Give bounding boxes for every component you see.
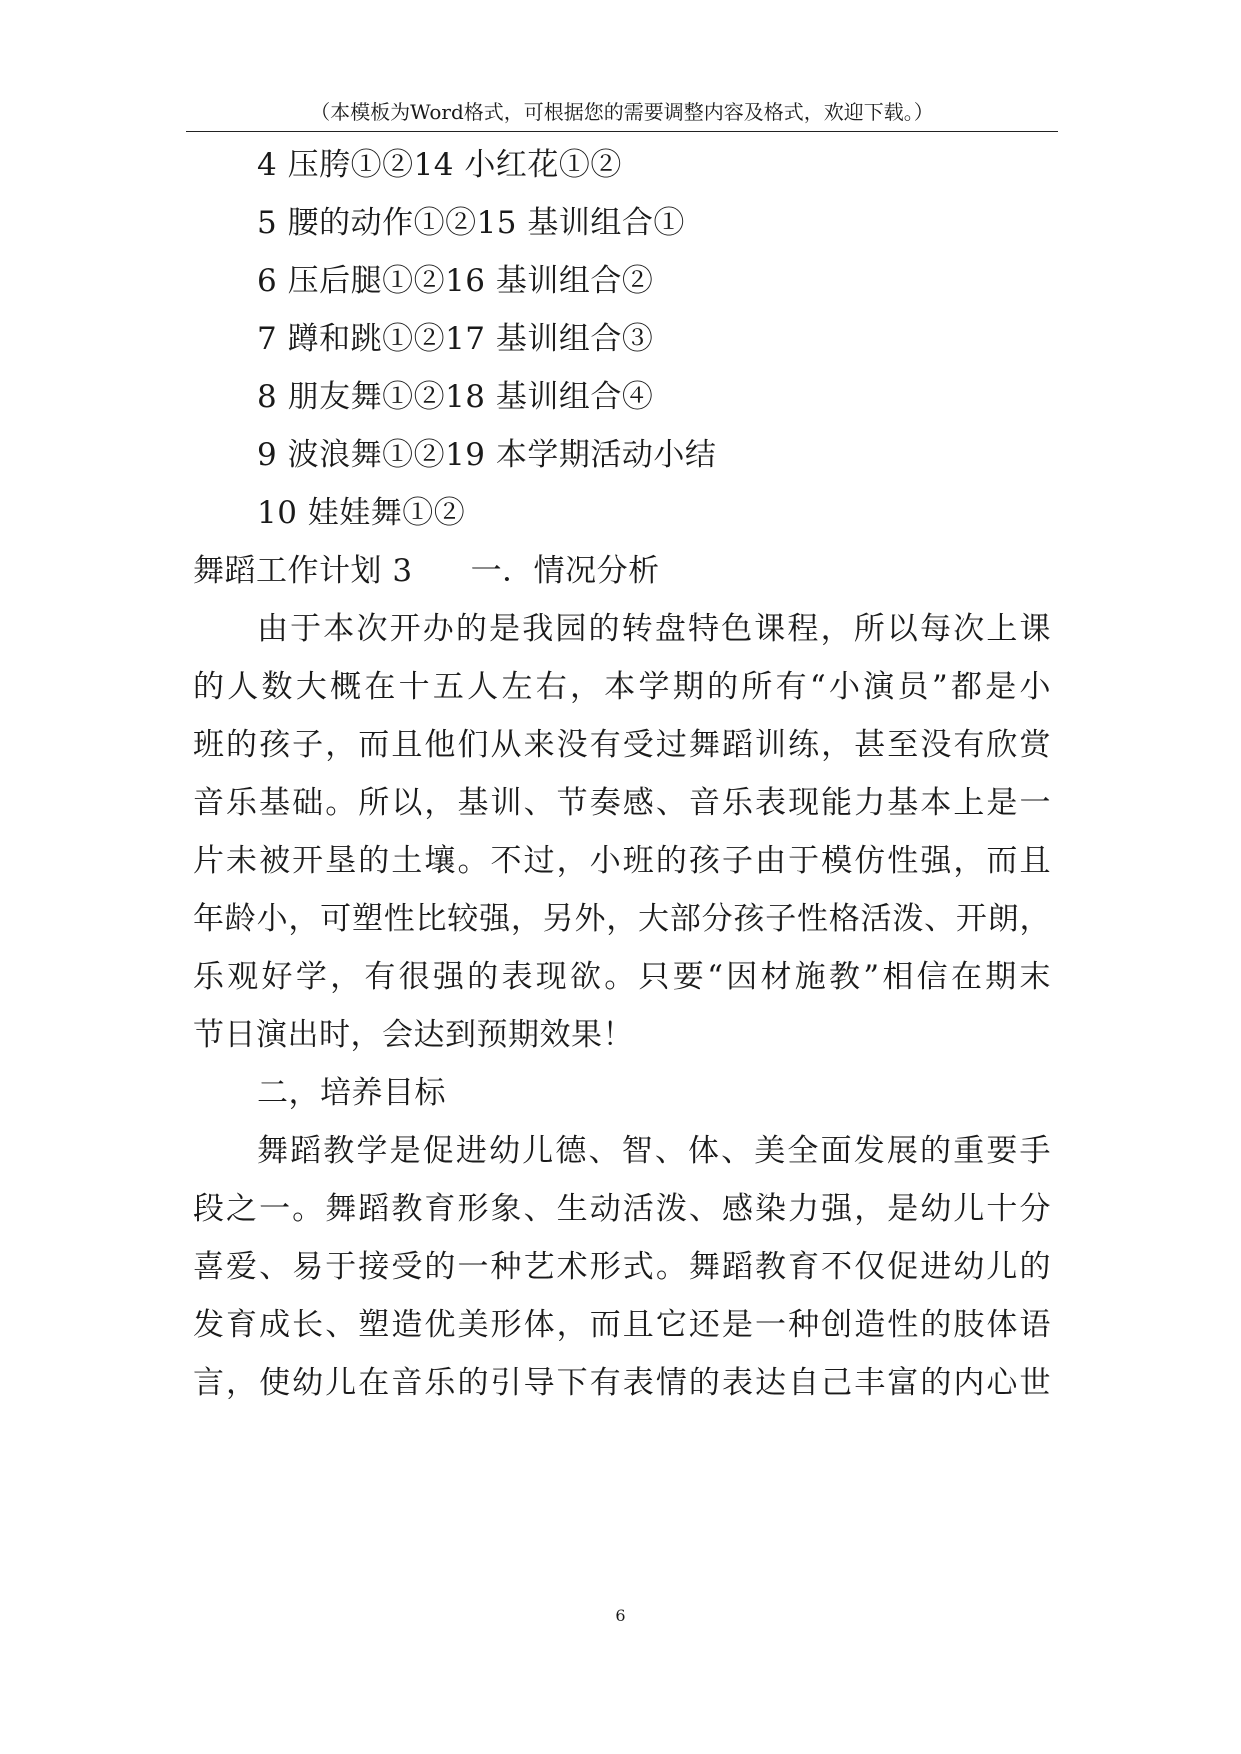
paragraph-line: 音乐基础。所以，基训、节奏感、音乐表现能力基本上是一	[193, 785, 1051, 821]
paragraph-line: 发育成长、塑造优美形体，而且它还是一种创造性的肢体语	[193, 1307, 1051, 1343]
paragraph-line: 班的孩子，而且他们从来没有受过舞蹈训练，甚至没有欣赏	[193, 727, 1051, 763]
paragraph-line: 舞蹈教学是促进幼儿德、智、体、美全面发展的重要手	[257, 1133, 1051, 1169]
paragraph-line: 段之一。舞蹈教育形象、生动活泼、感染力强，是幼儿十分	[193, 1191, 1051, 1227]
paragraph-line: 言，使幼儿在音乐的引导下有表情的表达自己丰富的内心世	[193, 1365, 1051, 1401]
list-item: 5 腰的动作①②15 基训组合①	[257, 205, 685, 241]
list-item: 6 压后腿①②16 基训组合②	[257, 263, 654, 299]
paragraph-line: 节日演出时，会达到预期效果！	[193, 1017, 634, 1053]
section-heading	[193, 551, 660, 591]
paragraph-line: 片未被开垦的土壤。不过，小班的孩子由于模仿性强，而且	[193, 843, 1051, 879]
paragraph-line: 乐观好学，有很强的表现欲。只要“因材施教”相信在期末	[193, 959, 1051, 995]
section-subtitle: 一．情况分析	[470, 553, 660, 589]
list-item: 8 朋友舞①②18 基训组合④	[257, 379, 654, 415]
page-number: 6	[615, 1606, 626, 1625]
header-divider	[186, 131, 1058, 132]
paragraph-line: 的人数大概在十五人左右，本学期的所有“小演员”都是小	[193, 669, 1051, 705]
list-item: 9 波浪舞①②19 本学期活动小结	[257, 437, 717, 473]
section-title: 舞蹈工作计划 3	[193, 553, 413, 589]
list-item: 7 蹲和跳①②17 基训组合③	[257, 321, 654, 357]
list-item: 4 压胯①②14 小红花①②	[257, 147, 622, 183]
paragraph-line: 年龄小，可塑性比较强，另外，大部分孩子性格活泼、开朗，	[193, 901, 1051, 937]
paragraph-line: 由于本次开办的是我园的转盘特色课程，所以每次上课	[257, 611, 1051, 647]
paragraph-line: 喜爱、易于接受的一种艺术形式。舞蹈教育不仅促进幼儿的	[193, 1249, 1051, 1285]
subsection-heading: 二，培养目标	[257, 1075, 446, 1111]
list-item: 10 娃娃舞①②	[257, 495, 466, 531]
page-header-note: （本模板为Word格式，可根据您的需要调整内容及格式，欢迎下载。）	[310, 100, 934, 124]
